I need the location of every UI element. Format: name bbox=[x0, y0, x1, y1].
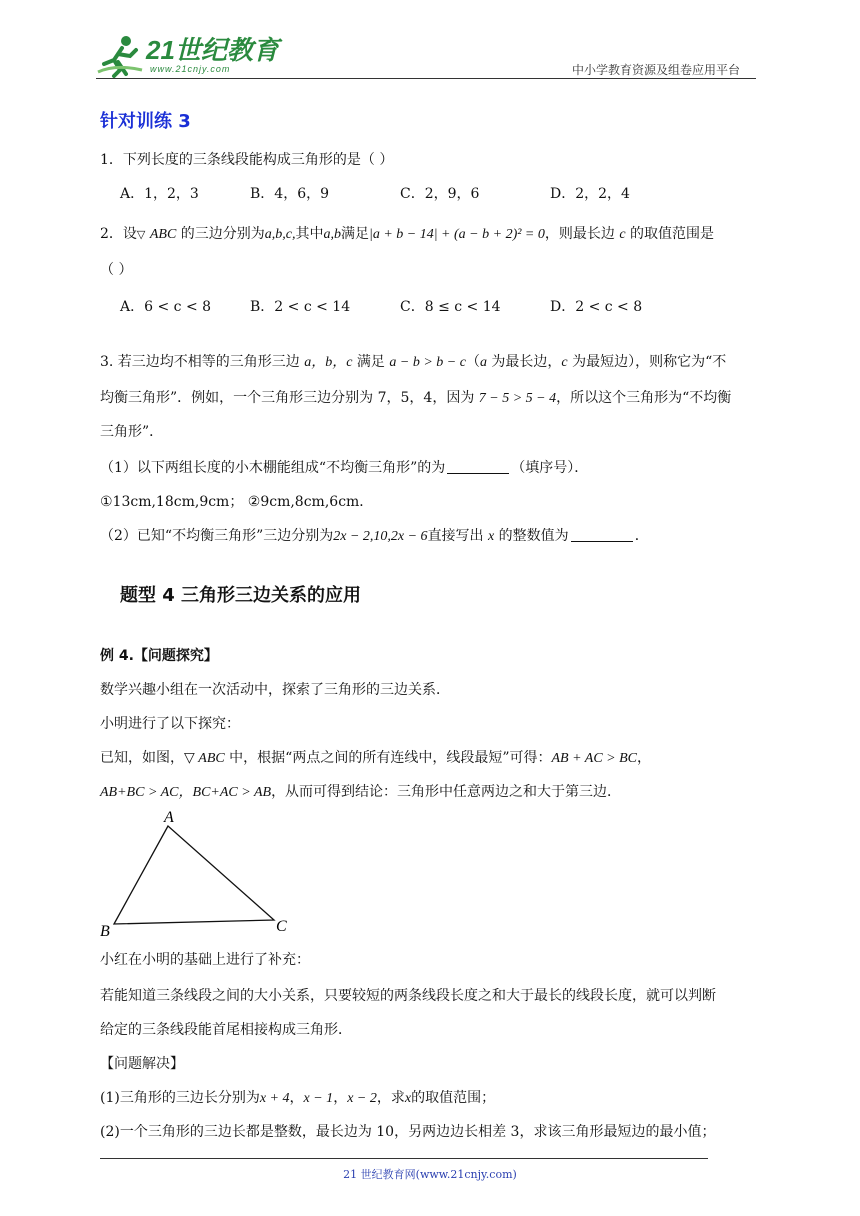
q3-sub2-x: x bbox=[488, 529, 495, 544]
q2-c: c bbox=[619, 227, 626, 242]
q2-p5: ，则最长边 bbox=[544, 226, 620, 242]
q2-option-d: D．2 < c < 8 bbox=[550, 299, 643, 315]
q2-option-b: B．2 < c < 14 bbox=[250, 299, 351, 315]
q3-sub2 bbox=[100, 526, 649, 547]
q3-sub2-a: （2）已知“不均衡三角形”三边分别为 bbox=[100, 528, 334, 544]
q3-line3: 三角形”． bbox=[100, 424, 164, 440]
ex4-label: 例 4.【问题探究】 bbox=[100, 648, 218, 664]
ex4-line7: 给定的三条线段能首尾相接构成三角形． bbox=[100, 1022, 352, 1038]
ex4-l3-b: 中，根据“两点之间的所有连线中，线段最短”可得： bbox=[224, 750, 552, 766]
q2-paren: （ ） bbox=[100, 262, 133, 278]
footer-text: 21 世纪教育网(www.21cnjy.com) bbox=[343, 1168, 517, 1181]
q1-option-a: A．1，2，3 bbox=[120, 186, 199, 202]
q3-l1-a: 3. 若三边均不相等的三角形三边 bbox=[100, 354, 305, 370]
ex4-p1-a: (1)三角形的三边长分别为 bbox=[100, 1090, 260, 1106]
ex4-l4-b: ，从而可得到结论：三角形中任意两边之和大于第三边． bbox=[271, 784, 622, 800]
q2-p2: 的三边分别为 bbox=[176, 226, 265, 242]
q2-option-a: A．6 < c < 8 bbox=[120, 299, 212, 315]
ex4-problem1 bbox=[100, 1088, 495, 1109]
q3-sub2-b: 直接写出 bbox=[427, 528, 489, 544]
ex4-line1: 数学兴趣小组在一次活动中，探索了三角形的三边关系． bbox=[100, 682, 450, 698]
section-title: 针对训练 3 bbox=[100, 111, 191, 132]
ex4-p1-e3: x − 2 bbox=[347, 1091, 377, 1106]
q2-vars: a,b,c, bbox=[264, 227, 296, 242]
ex4-l3-c: ， bbox=[637, 750, 652, 766]
logo-url: www.21cnjy.com bbox=[150, 64, 231, 74]
ex4-line6: 若能知道三条线段之间的大小关系，只要较短的两条线段长度之和大于最长的线段长度，就可以判断 bbox=[100, 988, 716, 1004]
q3-l1-vars: a，b，c bbox=[304, 355, 353, 370]
runner-logo-icon bbox=[96, 34, 146, 78]
ex4-p1-c: 的取值范围； bbox=[411, 1090, 496, 1106]
q2-tri: ▽ bbox=[136, 228, 146, 241]
ex4-l3-tri: ▽ ABC bbox=[184, 751, 225, 766]
type4-title: 题型 4 三角形三边关系的应用 bbox=[120, 585, 362, 606]
q3-l1-cvar: c bbox=[561, 355, 568, 370]
q3-line1 bbox=[100, 352, 726, 373]
q2-option-c: C．8 ≤ c < 14 bbox=[400, 299, 501, 315]
q1-stem: 1．下列长度的三条线段能构成三角形的是（ ） bbox=[100, 152, 394, 168]
ex4-line3 bbox=[100, 748, 651, 769]
q2-abc: ABC bbox=[149, 227, 177, 242]
ex4-line5: 小红在小明的基础上进行了补充： bbox=[100, 952, 310, 968]
q2-p1: 2．设 bbox=[100, 226, 137, 242]
ex4-p1-x: x bbox=[404, 1091, 412, 1106]
q3-sub1-text: （1）以下两组长度的小木棚能组成“不均衡三角形”的为 bbox=[100, 460, 446, 476]
q3-l2-eq: 7 − 5 > 5 − 4 bbox=[478, 391, 557, 406]
q2-stem bbox=[100, 224, 714, 245]
ex4-p1-e1: x + 4 bbox=[259, 1091, 290, 1106]
q3-line2 bbox=[100, 388, 731, 409]
q3-l2-b: ，所以这个三角形为“不均衡 bbox=[556, 390, 732, 406]
q3-sub2-c: 的整数值为 bbox=[494, 528, 569, 544]
q1-option-c: C．2，9，6 bbox=[400, 186, 480, 202]
q1-option-d: D．2，2，4 bbox=[550, 186, 630, 202]
q3-l1-c: （ bbox=[465, 354, 480, 370]
q3-l1-avar: a bbox=[479, 355, 487, 370]
logo-text: 21世纪教育 bbox=[146, 35, 279, 65]
q3-sub2-blank[interactable] bbox=[571, 527, 633, 542]
q3-l1-b: 满足 bbox=[352, 354, 390, 370]
ex4-problem2: (2)一个三角形的三边长都是整数，最长边为 10，另两边边长相差 3，求该三角形最短边的最小值； bbox=[100, 1124, 716, 1140]
vertex-a-label: A bbox=[164, 809, 174, 826]
ex4-line8: 【问题解决】 bbox=[100, 1056, 184, 1072]
q3-sub1 bbox=[100, 458, 588, 478]
header bbox=[0, 0, 860, 82]
ex4-p1-e2: x − 1 bbox=[303, 1091, 334, 1106]
triangle-shape bbox=[114, 826, 274, 924]
ex4-p1-sep2: ， bbox=[333, 1090, 348, 1106]
q3-sub2-tail: ． bbox=[634, 528, 649, 544]
ex4-p1-sep1: ， bbox=[289, 1090, 304, 1106]
header-rule bbox=[96, 78, 756, 79]
footer-rule bbox=[100, 1158, 708, 1159]
q2-vars2: a,b bbox=[323, 227, 341, 242]
vertex-b-label: B bbox=[100, 923, 110, 940]
ex4-l3-a: 已知，如图， bbox=[100, 750, 184, 766]
ex4-p1-b: ，求 bbox=[376, 1090, 405, 1106]
platform-name: 中小学教育资源及组卷应用平台 bbox=[572, 63, 741, 77]
q3-options: ①13cm,18cm,9cm； ②9cm,8cm,6cm． bbox=[100, 494, 374, 510]
q2-p6: 的取值范围是 bbox=[625, 226, 714, 242]
q2-p4: 满足 bbox=[340, 226, 369, 242]
q3-sub2-eq: 2x − 2,10,2x − 6 bbox=[333, 529, 428, 544]
q3-sub1-tail: （填序号）． bbox=[511, 460, 589, 476]
triangle-figure bbox=[96, 806, 306, 940]
q2-equation: |a + b − 14| + (a − b + 2)² = 0 bbox=[368, 227, 545, 242]
ex4-line4 bbox=[100, 782, 621, 803]
vertex-c-label: C bbox=[276, 918, 287, 935]
q3-l1-d: 为最长边， bbox=[486, 354, 562, 370]
q3-sub1-blank[interactable] bbox=[447, 459, 509, 474]
ex4-l4-eq: AB+BC > AC，BC+AC > AB bbox=[100, 785, 272, 800]
q1-option-b: B．4，6，9 bbox=[250, 186, 330, 202]
q3-l2-a: 均衡三角形”．例如，一个三角形三边分别为 7，5，4，因为 bbox=[100, 390, 479, 406]
ex4-l3-eq: AB + AC > BC bbox=[551, 751, 638, 766]
q3-l1-e: 为最短边），则称它为“不 bbox=[567, 354, 727, 370]
q2-p3: 其中 bbox=[295, 226, 324, 242]
ex4-line2: 小明进行了以下探究： bbox=[100, 716, 240, 732]
q3-l1-eq: a − b > b − c bbox=[389, 355, 466, 370]
